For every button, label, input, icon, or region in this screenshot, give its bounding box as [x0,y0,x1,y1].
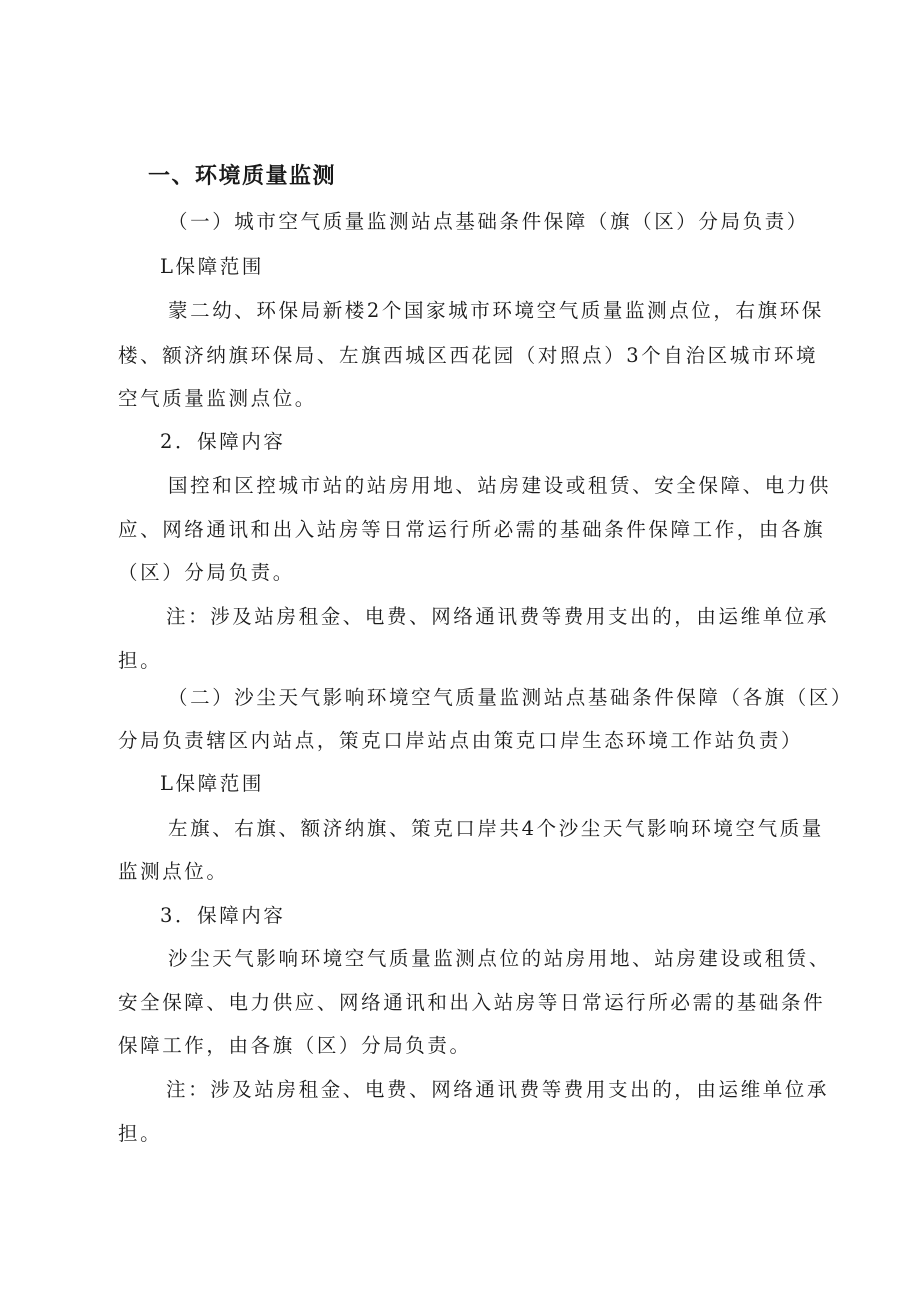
part1-note-line1: 注：涉及站房租金、电费、网络通讯费等费用支出的，由运维单位承 [166,605,830,628]
part1-scope-line3: 空气质量监测点位。 [118,387,317,410]
part1-content-title: 2．保障内容 [160,430,286,453]
part2-content-line2: 安全保障、电力供应、网络通讯和出入站房等日常运行所必需的基础条件 [118,991,826,1014]
section-heading: 一、环境质量监测 [148,164,337,189]
part2-note-line1: 注：涉及站房租金、电费、网络通讯费等费用支出的，由运维单位承 [166,1078,830,1101]
part2-scope-title: L保障范围 [160,772,264,795]
part1-title-line1: （一）城市空气质量监测站点基础条件保障（旗（区）分局负责） [168,210,809,233]
part2-content-title: 3．保障内容 [160,904,286,927]
part2-content-line3: 保障工作，由各旗（区）分局负责。 [118,1034,472,1057]
part1-content-line2: 应、网络通讯和出入站房等日常运行所必需的基础条件保障工作，由各旗 [118,518,826,541]
part2-title-line1: （二）沙尘天气影响环境空气质量监测站点基础条件保障（各旗（区） [168,686,854,709]
part1-scope-title: L保障范围 [160,255,264,278]
part1-scope-line1: 蒙二幼、环保局新楼2个国家城市环境空气质量监测点位，右旗环保 [168,299,824,322]
part2-scope-line1: 左旗、右旗、额济纳旗、策克口岸共4个沙尘天气影响环境空气质量 [168,817,824,840]
part1-scope-line2: 楼、额济纳旗环保局、左旗西城区西花园（对照点）3个自治区城市环境 [118,344,819,367]
part2-scope-line2: 监测点位。 [118,860,229,883]
part2-title-line2: 分局负责辖区内站点，策克口岸站点由策克口岸生态环境工作站负责） [118,729,804,752]
part2-content-line1: 沙尘天气影响环境空气质量监测点位的站房用地、站房建设或租赁、 [168,947,832,970]
part1-note-line2: 担。 [118,649,163,672]
part1-content-line1: 国控和区控城市站的站房用地、站房建设或租赁、安全保障、电力供 [168,474,832,497]
part1-content-line3: （区）分局负责。 [118,561,295,584]
part2-note-line2: 担。 [118,1122,163,1145]
